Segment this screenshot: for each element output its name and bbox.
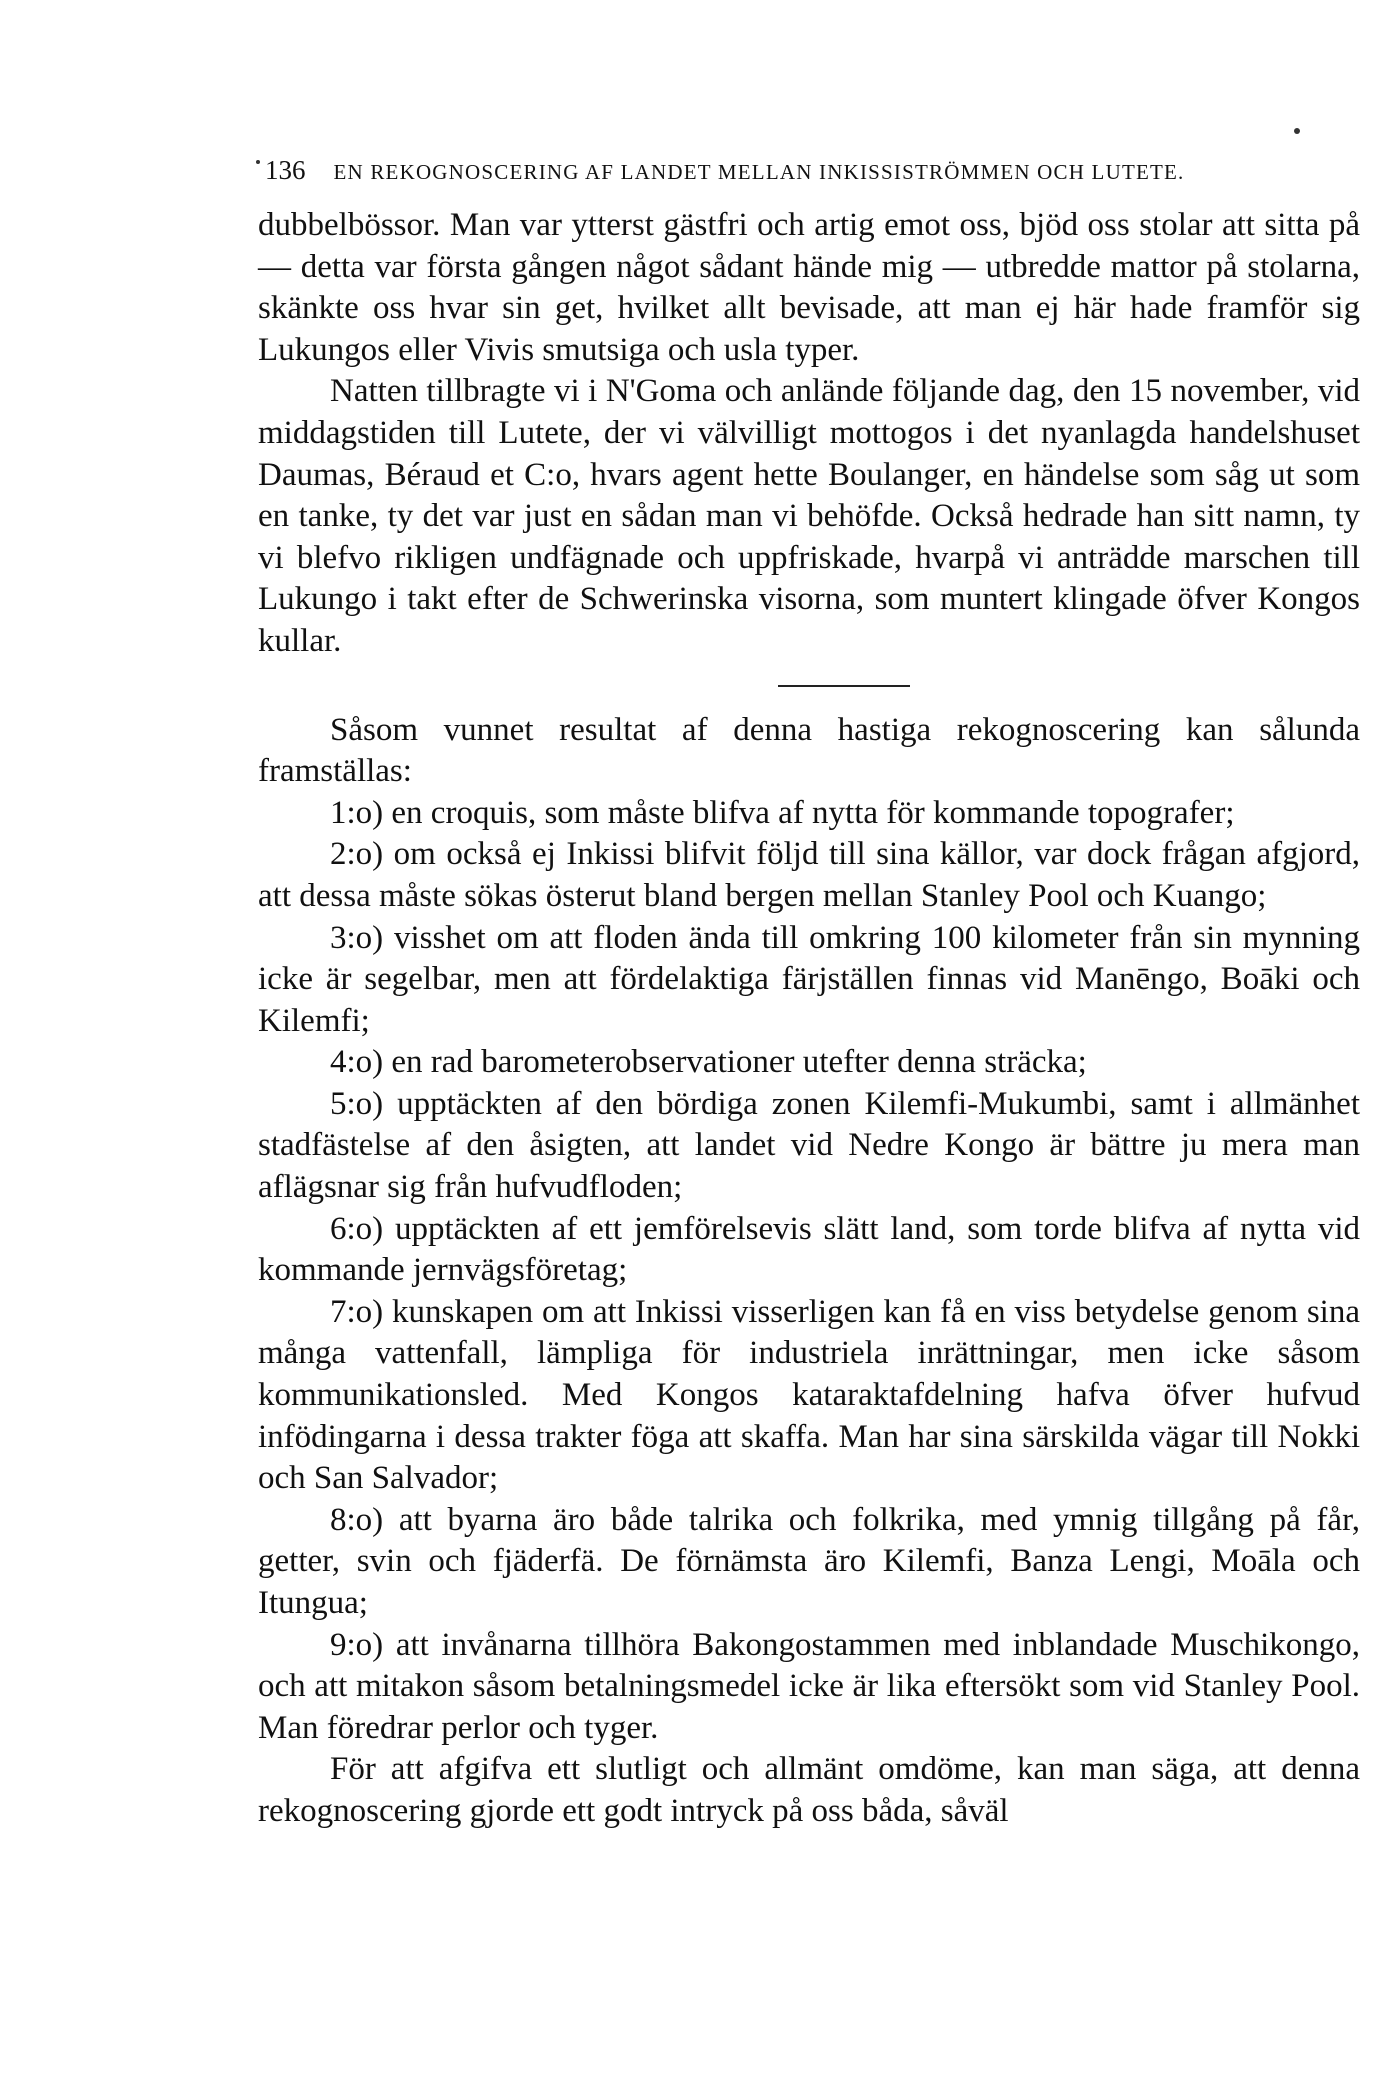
list-item-9: 9:o) att invånarna tillhöra Bakongostammen med inblandade Muschikongo, och att mitakon såsom betalningsmedel icke är lika eftersökt som vid Stanley Pool. Man föredrar perlor och tyger. [258, 1626, 1360, 1746]
print-speck [1294, 128, 1300, 134]
page-number: 136 [265, 155, 306, 185]
paragraph-results-intro: Såsom vunnet resultat af denna hastiga rekognoscering kan sålunda framställas: [258, 711, 1360, 790]
section-divider [778, 685, 910, 687]
list-item-4: 4:o) en rad barometerobservationer utefter denna sträcka; [330, 1044, 1087, 1081]
running-title: EN REKOGNOSCERING AF LANDET MELLAN INKISSISTRÖMMEN OCH LUTETE. [333, 160, 1185, 184]
list-item-5: 5:o) upptäckten af den bördiga zonen Kilemfi-Mukumbi, samt i allmänhet stadfästelse af den åsigten, att landet vid Nedre Kongo är bättre ju mera man aflägsnar sig från hufvudfloden; [258, 1085, 1360, 1206]
list-item-8: 8:o) att byarna äro både talrika och folkrika, med ymnig tillgång på får, getter, svin och fjäderfä. De förnämsta äro Kilemfi, Banza Lengi, Moāla och Itungua; [258, 1501, 1360, 1621]
running-header [265, 155, 1365, 186]
print-speck [256, 160, 260, 164]
list-item-7: 7:o) kunskapen om att Inkissi visserligen kan få en viss betydelse genom sina många vattenfall, lämpliga för industriela inrättningar, men icke såsom kommunikationsled. Med Kongos kataraktafdelning hafva öfver hufvud infödingarna i dessa trakter föga att skaffa. Man har sina särskilda vägar till Nokki och San Salvador; [258, 1293, 1360, 1497]
paragraph-continued: dubbelbössor. Man var ytterst gästfri och artig emot oss, bjöd oss stolar att sitta på — detta var första gången något sådant hände mig — utbredde mattor på stolarna, skänkte oss hvar sin get, hvilket allt bevisade, att man ej här hade framför sig Lukungos eller Vivis smutsiga och usla typer. [258, 207, 1360, 368]
paragraph-conclusion: För att afgifva ett slutligt och allmänt omdöme, kan man säga, att denna rekognoscering gjorde ett godt intryck på oss båda, såväl [258, 1751, 1360, 1829]
list-item-3: 3:o) visshet om att floden ända till omkring 100 kilometer från sin mynning icke är segelbar, men att fördelaktiga färjställen finnas vid Manēngo, Boāki och Kilemfi; [258, 919, 1360, 1039]
list-item-6: 6:o) upptäckten af ett jemförelsevis slätt land, som torde blifva af nytta vid kommande jernvägsföretag; [258, 1210, 1360, 1289]
list-item-1: 1:o) en croquis, som måste blifva af nytta för kommande topografer; [330, 794, 1235, 831]
paragraph-lutete-arrival: Natten tillbragte vi i N'Goma och anlände följande dag, den 15 november, vid middagstiden till Lutete, der vi välvilligt mottogos i det nyanlagda handelshuset Daumas, Béraud et C:o, hvars agent hette Boulanger, en händelse som såg ut som en tanke, ty det var just en sådan man vi behöfde. Också hedrade han sitt namn, ty vi blefvo rikligen undfägnade och uppfriskade, hvarpå vi anträdde marschen till Lukungo i takt efter de Schwerinska visorna, som muntert klingade öfver Kongos kullar. [258, 373, 1360, 659]
list-item-2: 2:o) om också ej Inkissi blifvit följd till sina källor, var dock frågan afgjord, att dessa måste sökas österut bland bergen mellan Stanley Pool och Kuango; [258, 836, 1360, 914]
page-body [258, 205, 1360, 1833]
